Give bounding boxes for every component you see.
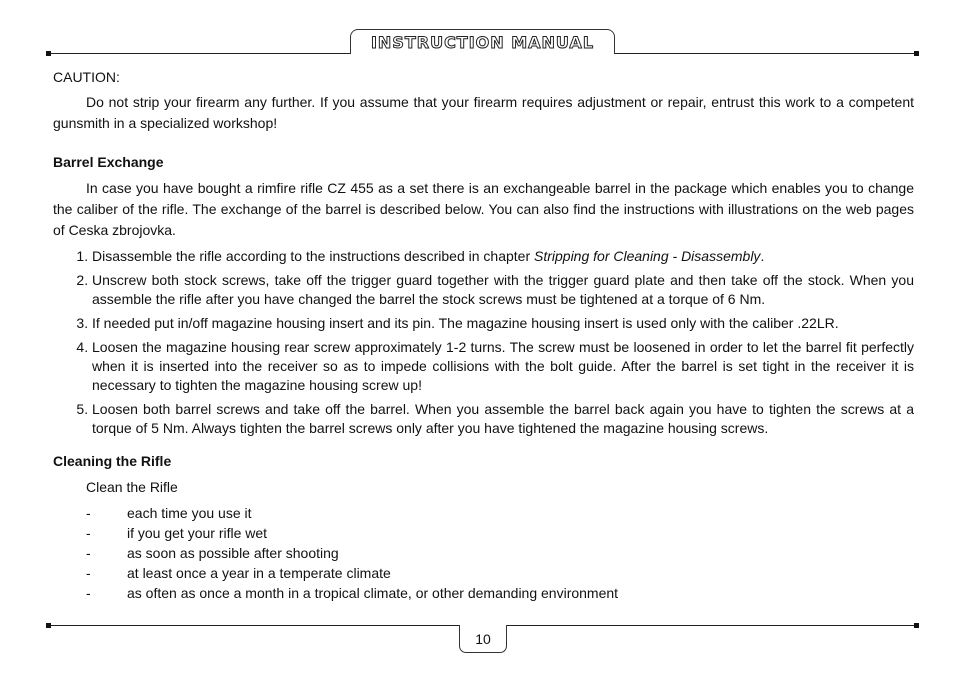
list-item: 4. Loosen the magazine housing rear screw approximately 1-2 turns. The screw must be loosened in order to let the barrel fit perfectly when it is inserted into the receiver so as to impede collisions with the bolt guide. After the barrel is set tight in the receiver it is necessary to tighten the magazine housing screw up! — [92, 338, 914, 395]
list-item: - as often as once a month in a tropical climate, or other demanding environment — [86, 585, 619, 601]
page-number-tab — [459, 625, 507, 653]
caution-label: CAUTION: — [53, 69, 120, 85]
barrel-exchange-heading: Barrel Exchange — [53, 154, 164, 170]
list-item: 2. Unscrew both stock screws, take off the trigger guard together with the trigger guard plate and then take off the stock. When you assemble the rifle after you have changed the barrel the stock screws must be tightened at a torque of 6 Nm. — [92, 271, 914, 309]
cleaning-heading: Cleaning the Rifle — [53, 453, 172, 469]
header-rule-right-end — [914, 51, 919, 56]
list-item: - at least once a year in a temperate climate — [86, 565, 391, 581]
chapter-reference: Stripping for Cleaning - Disassembly — [534, 248, 761, 264]
list-item: 5. Loosen both barrel screws and take off the barrel. When you assemble the barrel back again you have to tighten the screws at a torque of 5 Nm. Always tighten the barrel screws only after you have tightened the magazine housing screws. — [92, 400, 914, 438]
caution-text: Do not strip your firearm any further. If you assume that your firearm requires adjustment or repair, entrust this work to a competent gunsmith in a specialized workshop! — [53, 94, 914, 131]
cleaning-list — [53, 503, 914, 603]
footer-rule-right-end — [914, 623, 919, 628]
list-item: - as soon as possible after shooting — [86, 545, 339, 561]
list-item: - each time you use it — [86, 505, 252, 521]
list-item: 1. Disassemble the rifle according to the instructions described in chapter Stripping for Cleaning - Disassembly. — [92, 247, 914, 266]
cleaning-intro: Clean the Rifle — [86, 479, 178, 495]
footer-rule-left-end — [46, 623, 51, 628]
list-item: 3. If needed put in/off magazine housing insert and its pin. The magazine housing insert is used only with the caliber .22LR. — [92, 314, 914, 333]
page-title: INSTRUCTION MANUAL — [370, 32, 595, 52]
header-rule-left-end — [46, 51, 51, 56]
list-item: - if you get your rifle wet — [86, 525, 268, 541]
barrel-exchange-steps — [53, 247, 914, 438]
page-content — [53, 67, 914, 603]
barrel-exchange-intro: In case you have bought a rimfire rifle CZ 455 as a set there is an exchangeable barrel in the package which enables you to change the caliber of the rifle. The exchange of the barrel is described below. You can also find the instructions with illustrations on the web pages of Ceska zbrojovka. — [53, 180, 914, 238]
page-number: 10 — [475, 630, 491, 647]
header-tab — [350, 29, 615, 54]
